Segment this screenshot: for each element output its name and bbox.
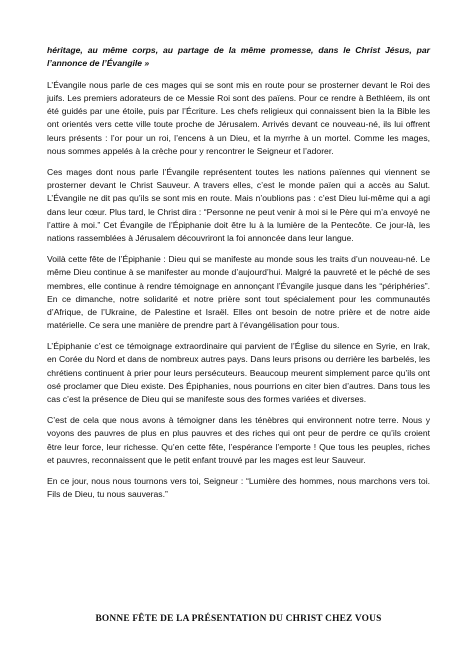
- paragraph-epiphany-feast: Voilà cette fête de l’Épiphanie : Dieu qui se manifeste au monde sous les traits d’un nouveau-né. Le même Dieu continue à se manifester au monde d’aujourd’hui. Malgré la pauvreté et le péché de ses membres, elle continue à rendre témoignage en annonçant l’Évangile jusque dans les “périphéries”. En ce dimanche, notre solidarité et notre prière sont tout spécialement pour les communautés d’Afrique, de l’Ukraine, de Palestine et Israël. Elles ont besoin de notre prière et de notre aide matérielle. Ce sera une manière de prendre part à l’évangélisation pour tous.: [47, 254, 430, 330]
- closing-greeting: BONNE FÊTE DE LA PRÉSENTATION DU CHRIST CHEZ VOUS: [95, 614, 382, 624]
- paragraph-church-of-silence: L’Épiphanie c’est ce témoignage extraordinaire qui parvient de l’Église du silence en Syrie, en Irak, en Corée du Nord et dans de nombreux autres pays. Dans leurs prisons ou derrière les barbelés, les chrétiens continuent à prier pour leurs persécuteurs. Beaucoup meurent simplement parce qu’ils ont osé proclamer que Dieu existe. Des Épiphanies, nous pourrions en citer bien d’autres. Dans tous les cas c’est la présence de Dieu qui se manifeste sous des formes variées et diverses.: [47, 341, 430, 404]
- paragraph-prayer: En ce jour, nous nous tournons vers toi, Seigneur : “Lumière des hommes, nous marchons vers toi. Fils de Dieu, tu nous sauveras.”: [47, 476, 430, 500]
- paragraph-pagan-nations: Ces mages dont nous parle l’Évangile représentent toutes les nations païennes qui viennent se prosterner devant le Christ Sauveur. A travers elles, c’est le monde païen qui a accès au Salut. L’Évangile ne dit pas qu’ils se sont mis en route. Mais n’oublions pas : c’est Dieu lui-même qui a agi dans leur cœur. Plus tard, le Christ dira : “Personne ne peut venir à moi si le Père qui m’a envoyé ne l’attire à moi.” Cet Évangile de l’Épiphanie doit être lu à la lumière de la Pentecôte. Ce jour-là, les nations rassemblées à Jérusalem découvriront la foi annoncée dans leur langue.: [47, 167, 430, 243]
- lead-quote: héritage, au même corps, au partage de la même promesse, dans le Christ Jésus, par l’annonce de l’Évangile »: [47, 45, 430, 69]
- paragraph-testimony: C’est de cela que nous avons à témoigner dans les ténèbres qui environnent notre terre. Nous y voyons des pauvres de plus en plus pauvres et des riches qui ont peur de perdre ce qu’ils croient être leur force, leur richesse. Qu’en cette fête, l’espérance l’emporte ! Que tous les peuples, riches et pauvres, reconnaissent que le petit enfant trouvé par les mages est leur Sauveur.: [47, 415, 430, 465]
- document-body: [47, 44, 430, 510]
- paragraph-gospel-magi: L’Évangile nous parle de ces mages qui se sont mis en route pour se prosterner devant le Roi des juifs. Les premiers adorateurs de ce Messie Roi sont des païens. Pour ce rendre à Bethléem, ils ont été guidés par une étoile, puis par l’Écriture. Les chefs religieux qui connaissent bien la la Bible les ont orientés vers cette ville toute proche de Jérusalem. Arrivés devant ce nouveau-né, ils lui offrent leurs présents : l’or pour un roi, l’encens à un Dieu, et la myrrhe à un mortel. Comme les mages, nous sommes appelés à la crèche pour y rencontrer le Seigneur et l’adorer.: [47, 80, 430, 156]
